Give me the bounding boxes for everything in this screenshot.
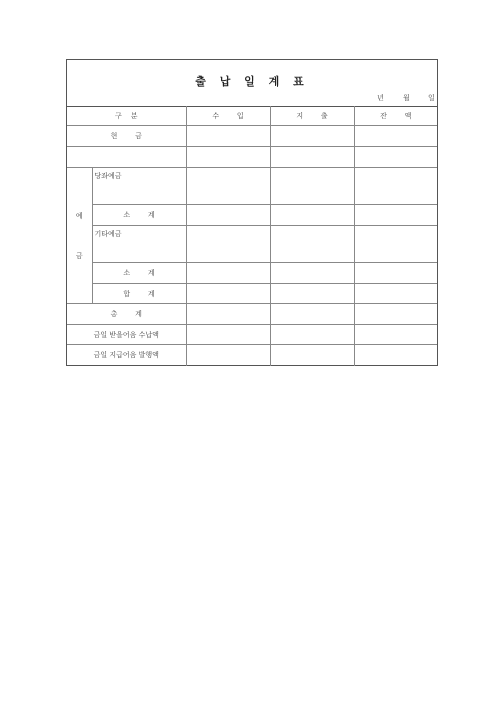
- label-bills-received: 금일 받을어음 수납액: [67, 325, 186, 345]
- cell-subtotal2-expense[interactable]: [270, 263, 354, 284]
- cell-sum-expense[interactable]: [270, 284, 354, 304]
- header-balance: 잔 액: [354, 107, 437, 126]
- row-checking: [67, 168, 437, 205]
- row-cash: [67, 126, 437, 147]
- row-sum: [67, 284, 437, 304]
- label-blank: [67, 147, 186, 168]
- daily-cash-report-form: [66, 59, 438, 366]
- cell-cash-income[interactable]: [186, 126, 270, 147]
- cell-issued-expense[interactable]: [270, 345, 354, 366]
- label-grand-total: 총 계: [67, 304, 186, 325]
- cell-cash-expense[interactable]: [270, 126, 354, 147]
- cell-sum-balance[interactable]: [354, 284, 437, 304]
- label-subtotal-1: 소 계: [92, 205, 186, 226]
- label-deposit: [67, 168, 92, 304]
- cell-other-income[interactable]: [186, 226, 270, 263]
- ledger-table: [67, 106, 437, 366]
- deposit-char-bottom: 금: [75, 251, 83, 260]
- label-subtotal-2: 소 계: [92, 263, 186, 284]
- cell-sum-income[interactable]: [186, 284, 270, 304]
- header-income: 수 입: [186, 107, 270, 126]
- cell-issued-income[interactable]: [186, 345, 270, 366]
- cell-received-balance[interactable]: [354, 325, 437, 345]
- cell-blank-balance[interactable]: [354, 147, 437, 168]
- cell-blank-income[interactable]: [186, 147, 270, 168]
- deposit-char-top: 예: [75, 211, 83, 220]
- cell-subtotal1-expense[interactable]: [270, 205, 354, 226]
- cell-checking-expense[interactable]: [270, 168, 354, 205]
- header-category: 구 분: [67, 107, 186, 126]
- cell-subtotal2-income[interactable]: [186, 263, 270, 284]
- row-other-deposit: [67, 226, 437, 263]
- cell-received-expense[interactable]: [270, 325, 354, 345]
- cell-checking-balance[interactable]: [354, 168, 437, 205]
- form-title: 출 납 일 계 표: [195, 75, 309, 88]
- cell-cash-balance[interactable]: [354, 126, 437, 147]
- cell-total-income[interactable]: [186, 304, 270, 325]
- label-other-deposit: 기타예금: [92, 226, 186, 263]
- cell-total-balance[interactable]: [354, 304, 437, 325]
- header-expense: 지 출: [270, 107, 354, 126]
- cell-subtotal1-balance[interactable]: [354, 205, 437, 226]
- date-month-label: 월: [403, 94, 410, 102]
- row-bills-received: [67, 325, 437, 345]
- row-subtotal-1: [67, 205, 437, 226]
- header-row: [67, 107, 437, 126]
- cell-subtotal1-income[interactable]: [186, 205, 270, 226]
- cell-total-expense[interactable]: [270, 304, 354, 325]
- cell-issued-balance[interactable]: [354, 345, 437, 366]
- label-cash: 현 금: [67, 126, 186, 147]
- cell-checking-income[interactable]: [186, 168, 270, 205]
- cell-subtotal2-balance[interactable]: [354, 263, 437, 284]
- label-bills-issued: 금일 지급어음 발행액: [67, 345, 186, 366]
- label-sum: 합 계: [92, 284, 186, 304]
- date-day-label: 일: [428, 94, 435, 102]
- row-blank: [67, 147, 437, 168]
- row-subtotal-2: [67, 263, 437, 284]
- cell-blank-expense[interactable]: [270, 147, 354, 168]
- cell-other-balance[interactable]: [354, 226, 437, 263]
- row-bills-issued: [67, 345, 437, 366]
- cell-other-expense[interactable]: [270, 226, 354, 263]
- cell-received-income[interactable]: [186, 325, 270, 345]
- date-year-label: 년: [377, 94, 384, 102]
- row-grand-total: [67, 304, 437, 325]
- label-checking-deposit: 당좌예금: [92, 168, 186, 205]
